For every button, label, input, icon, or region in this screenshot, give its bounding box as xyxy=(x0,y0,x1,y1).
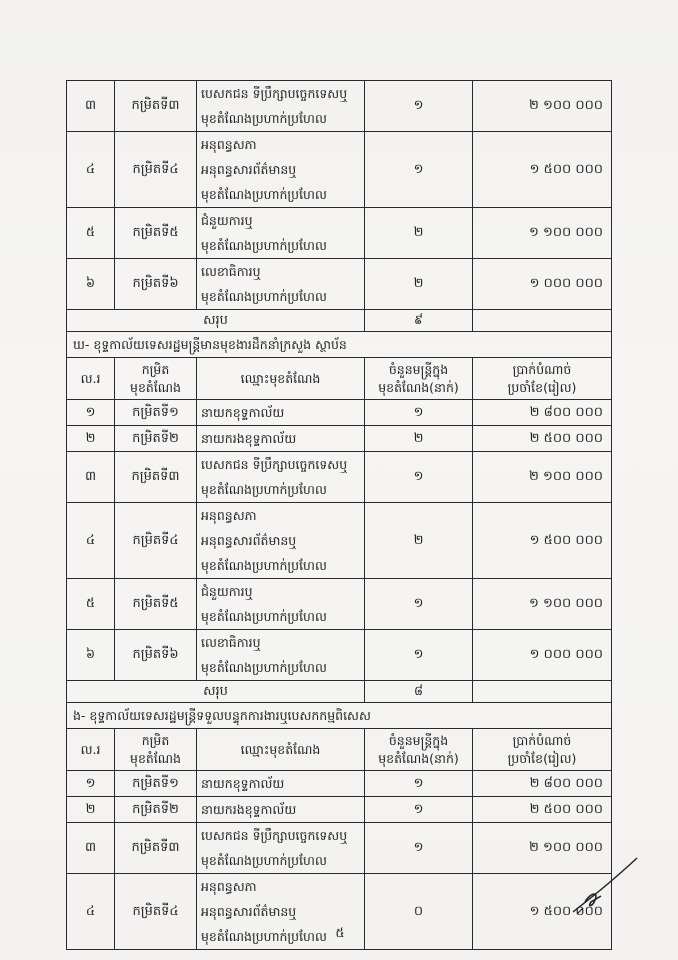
row-number: ៤ xyxy=(67,132,115,208)
header-grade xyxy=(115,358,197,400)
row-number: ២ xyxy=(67,797,115,823)
position-name-line: អនុពន្ធសារព័ត៌មានឬ xyxy=(201,904,297,919)
salary-cell: ២ ៥០០ ០០០ xyxy=(473,797,612,823)
position-name-cell xyxy=(197,81,365,132)
official-count-cell: ១ xyxy=(365,132,473,208)
position-name-cell xyxy=(197,630,365,681)
section-title-row xyxy=(67,703,612,729)
header-number: ល.រ xyxy=(67,729,115,771)
header-position-name: ឈ្មោះមុខតំណែង xyxy=(197,729,365,771)
row-number: ៥ xyxy=(67,208,115,259)
official-count-cell: ២ xyxy=(365,259,473,310)
row-number: ៣ xyxy=(67,823,115,874)
position-name-cell xyxy=(197,400,365,426)
header-grade-line: កម្រិត xyxy=(141,732,170,748)
table-row xyxy=(67,823,612,874)
total-empty-cell xyxy=(473,681,612,703)
position-name-line: លេខាធិការឬ xyxy=(201,635,261,650)
total-label: សរុប xyxy=(67,681,365,703)
table-row xyxy=(67,81,612,132)
official-count-cell: ១ xyxy=(365,579,473,630)
position-name-line: ជំនួយការឬ xyxy=(201,584,253,599)
salary-cell: ១ ៥០០ ០០០ xyxy=(473,874,612,950)
position-name-cell xyxy=(197,823,365,874)
position-name-line: អនុពន្ធសភា xyxy=(201,508,257,523)
position-name-line: លេខាធិការឬ xyxy=(201,264,261,279)
table-row xyxy=(67,259,612,310)
position-name-line: បេសកជន ទីប្រឹក្សាបច្ចេកទេសឬ xyxy=(201,457,348,472)
header-official-count xyxy=(365,358,473,400)
position-name-cell xyxy=(197,503,365,579)
official-count-cell: ២ xyxy=(365,208,473,259)
position-name-line: អនុពន្ធសារព័ត៌មានឬ xyxy=(201,533,297,548)
position-name-line: នាយកខុទ្ទកាល័យ xyxy=(201,405,285,420)
grade-cell: កម្រិតទី៦ xyxy=(115,630,197,681)
position-name-line: មុខតំណែងប្រហាក់ប្រហែល xyxy=(201,111,327,126)
table-row xyxy=(67,452,612,503)
salary-cell: ១ ១០០ ០០០ xyxy=(473,579,612,630)
total-row xyxy=(67,681,612,703)
salary-cell: ១ ៥០០ ០០០ xyxy=(473,132,612,208)
position-name-line: មុខតំណែងប្រហាក់ប្រហែល xyxy=(201,238,327,253)
position-name-line: មុខតំណែងប្រហាក់ប្រហែល xyxy=(201,187,327,202)
header-position-name: ឈ្មោះមុខតំណែង xyxy=(197,358,365,400)
position-name-line: មុខតំណែងប្រហាក់ប្រហែល xyxy=(201,289,327,304)
header-grade-line: កម្រិត xyxy=(141,361,170,377)
official-count-cell: ២ xyxy=(365,426,473,452)
header-count-line: ចំនួនមន្ត្រីក្នុង xyxy=(388,361,449,377)
table-row xyxy=(67,579,612,630)
official-count-cell: ១ xyxy=(365,400,473,426)
grade-cell: កម្រិតទី២ xyxy=(115,426,197,452)
header-official-count xyxy=(365,729,473,771)
table-row xyxy=(67,400,612,426)
official-count-cell: ០ xyxy=(365,874,473,950)
table-row xyxy=(67,208,612,259)
row-number: ៦ xyxy=(67,630,115,681)
salary-table-body xyxy=(67,81,612,950)
header-salary: ប្រាក់បំណាច់ប្រចាំខែ(រៀល) xyxy=(473,729,612,771)
position-name-cell xyxy=(197,797,365,823)
position-name-line: មុខតំណែងប្រហាក់ប្រហែល xyxy=(201,482,327,497)
grade-cell: កម្រិតទី៣ xyxy=(115,452,197,503)
grade-cell: កម្រិតទី២ xyxy=(115,797,197,823)
table-row xyxy=(67,426,612,452)
position-name-line: មុខតំណែងប្រហាក់ប្រហែល xyxy=(201,929,327,944)
position-name-line: នាយកខុទ្ទកាល័យ xyxy=(201,776,285,791)
position-name-line: មុខតំណែងប្រហាក់ប្រហែល xyxy=(201,609,327,624)
row-number: ៥ xyxy=(67,579,115,630)
salary-cell: ១ ០០០ ០០០ xyxy=(473,259,612,310)
header-count-line: មុខតំណែង(នាក់) xyxy=(378,750,459,766)
grade-cell: កម្រិតទី១ xyxy=(115,400,197,426)
total-empty-cell xyxy=(473,310,612,332)
section-title: ឃ- ខុទ្ទកាល័យទេសរដ្ឋមន្ត្រីមានមុខងារដឹកនាំក្រសួង ស្ថាប័ន xyxy=(67,332,612,358)
position-name-cell xyxy=(197,426,365,452)
grade-cell: កម្រិតទី៦ xyxy=(115,259,197,310)
salary-cell: ២ ១០០ ០០០ xyxy=(473,452,612,503)
row-number: ២ xyxy=(67,426,115,452)
salary-cell: ២ ៨០០ ០០០ xyxy=(473,400,612,426)
row-number: ៤ xyxy=(67,503,115,579)
grade-cell: កម្រិតទី៤ xyxy=(115,503,197,579)
table-row xyxy=(67,771,612,797)
position-name-line: បេសកជន ទីប្រឹក្សាបច្ចេកទេសឬ xyxy=(201,828,348,843)
total-row xyxy=(67,310,612,332)
row-number: ១ xyxy=(67,771,115,797)
position-name-line: អនុពន្ធសារព័ត៌មានឬ xyxy=(201,162,297,177)
salary-cell: ១ ៥០០ ០០០ xyxy=(473,503,612,579)
row-number: ៤ xyxy=(67,874,115,950)
grade-cell: កម្រិតទី៣ xyxy=(115,823,197,874)
official-count-cell: ១ xyxy=(365,452,473,503)
grade-cell: កម្រិតទី៥ xyxy=(115,579,197,630)
salary-cell: ២ ៥០០ ០០០ xyxy=(473,426,612,452)
signature-mark xyxy=(565,850,645,924)
total-count: ៩ xyxy=(365,310,473,332)
total-count: ៨ xyxy=(365,681,473,703)
position-name-line: នាយករងខុទ្ទកាល័យ xyxy=(201,431,297,446)
header-grade xyxy=(115,729,197,771)
table-row xyxy=(67,503,612,579)
position-name-cell xyxy=(197,579,365,630)
table-header-row xyxy=(67,358,612,400)
salary-cell: ២ ៨០០ ០០០ xyxy=(473,771,612,797)
section-title-row xyxy=(67,332,612,358)
salary-table xyxy=(66,80,612,950)
table-header-row xyxy=(67,729,612,771)
section-title: ង- ខុទ្ទកាល័យទេសរដ្ឋមន្ត្រីទទួលបន្ទុកការងារឬបេសកកម្មពិសេស xyxy=(67,703,612,729)
grade-cell: កម្រិតទី៤ xyxy=(115,132,197,208)
position-name-line: នាយករងខុទ្ទកាល័យ xyxy=(201,802,297,817)
table-row xyxy=(67,132,612,208)
header-count-line: មុខតំណែង(នាក់) xyxy=(378,379,459,395)
table-row xyxy=(67,797,612,823)
position-name-line: អនុពន្ធសភា xyxy=(201,879,257,894)
header-number: ល.រ xyxy=(67,358,115,400)
row-number: ៦ xyxy=(67,259,115,310)
row-number: ១ xyxy=(67,400,115,426)
official-count-cell: ១ xyxy=(365,81,473,132)
official-count-cell: ១ xyxy=(365,771,473,797)
position-name-line: មុខតំណែងប្រហាក់ប្រហែល xyxy=(201,853,327,868)
salary-cell: ១ ០០០ ០០០ xyxy=(473,630,612,681)
position-name-cell xyxy=(197,771,365,797)
official-count-cell: ១ xyxy=(365,823,473,874)
salary-cell: ២ ១០០ ០០០ xyxy=(473,823,612,874)
position-name-cell xyxy=(197,259,365,310)
position-name-cell xyxy=(197,208,365,259)
grade-cell: កម្រិតទី១ xyxy=(115,771,197,797)
position-name-cell xyxy=(197,132,365,208)
position-name-line: បេសកជន ទីប្រឹក្សាបច្ចេកទេសឬ xyxy=(201,86,348,101)
position-name-line: មុខតំណែងប្រហាក់ប្រហែល xyxy=(201,558,327,573)
official-count-cell: ២ xyxy=(365,503,473,579)
grade-cell: កម្រិតទី៤ xyxy=(115,874,197,950)
position-name-line: ជំនួយការឬ xyxy=(201,213,253,228)
header-grade-line: មុខតំណែង xyxy=(130,379,181,395)
position-name-cell xyxy=(197,452,365,503)
row-number: ៣ xyxy=(67,81,115,132)
page-number: ៥ xyxy=(335,926,345,941)
position-name-line: មុខតំណែងប្រហាក់ប្រហែល xyxy=(201,660,327,675)
header-count-line: ចំនួនមន្ត្រីក្នុង xyxy=(388,732,449,748)
header-salary: ប្រាក់បំណាច់ប្រចាំខែ(រៀល) xyxy=(473,358,612,400)
grade-cell: កម្រិតទី៥ xyxy=(115,208,197,259)
header-grade-line: មុខតំណែង xyxy=(130,750,181,766)
salary-cell: ២ ១០០ ០០០ xyxy=(473,81,612,132)
total-label: សរុប xyxy=(67,310,365,332)
official-count-cell: ១ xyxy=(365,797,473,823)
table-row xyxy=(67,630,612,681)
position-name-line: អនុពន្ធសភា xyxy=(201,137,257,152)
grade-cell: កម្រិតទី៣ xyxy=(115,81,197,132)
official-count-cell: ១ xyxy=(365,630,473,681)
salary-cell: ១ ១០០ ០០០ xyxy=(473,208,612,259)
row-number: ៣ xyxy=(67,452,115,503)
